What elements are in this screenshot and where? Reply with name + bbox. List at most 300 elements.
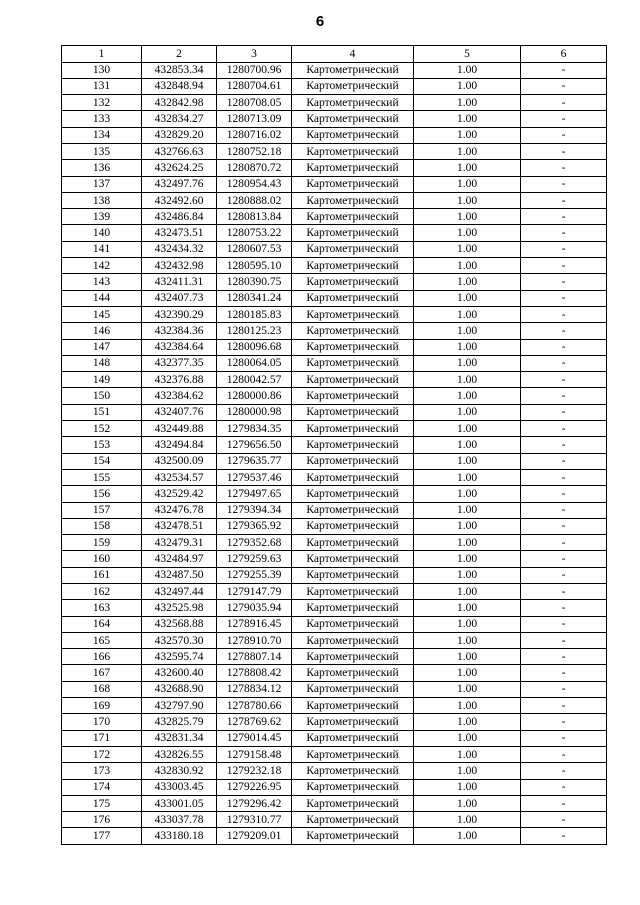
cell-accuracy: 1.00 xyxy=(414,746,521,762)
table-row xyxy=(62,339,607,355)
cell-coordinate-x: 432570.30 xyxy=(142,632,217,648)
cell-coordinate-x: 432688.90 xyxy=(142,681,217,697)
cell-coordinate-x: 432624.25 xyxy=(142,160,217,176)
cell-accuracy: 1.00 xyxy=(414,632,521,648)
cell-coordinate-y: 1279537.46 xyxy=(217,469,292,485)
cell-accuracy: 1.00 xyxy=(414,421,521,437)
cell-note: - xyxy=(521,111,607,127)
table-row xyxy=(62,649,607,665)
cell-method: Картометрический xyxy=(292,469,414,485)
table-row xyxy=(62,469,607,485)
cell-note: - xyxy=(521,290,607,306)
table-row xyxy=(62,763,607,779)
cell-method: Картометрический xyxy=(292,698,414,714)
cell-point-number: 174 xyxy=(62,779,142,795)
cell-point-number: 134 xyxy=(62,127,142,143)
cell-note: - xyxy=(521,274,607,290)
table-row xyxy=(62,209,607,225)
cell-coordinate-y: 1280595.10 xyxy=(217,258,292,274)
table-body xyxy=(62,62,607,844)
cell-accuracy: 1.00 xyxy=(414,730,521,746)
cell-accuracy: 1.00 xyxy=(414,176,521,192)
cell-point-number: 150 xyxy=(62,388,142,404)
cell-point-number: 136 xyxy=(62,160,142,176)
cell-coordinate-y: 1280042.57 xyxy=(217,372,292,388)
cell-note: - xyxy=(521,665,607,681)
table-row xyxy=(62,176,607,192)
table-row xyxy=(62,535,607,551)
cell-method: Картометрический xyxy=(292,535,414,551)
cell-note: - xyxy=(521,632,607,648)
cell-method: Картометрический xyxy=(292,502,414,518)
cell-coordinate-y: 1279296.42 xyxy=(217,795,292,811)
cell-coordinate-x: 432494.84 xyxy=(142,437,217,453)
cell-accuracy: 1.00 xyxy=(414,339,521,355)
cell-coordinate-x: 432407.73 xyxy=(142,290,217,306)
cell-accuracy: 1.00 xyxy=(414,649,521,665)
cell-point-number: 132 xyxy=(62,95,142,111)
cell-coordinate-x: 432834.27 xyxy=(142,111,217,127)
cell-coordinate-y: 1280813.84 xyxy=(217,209,292,225)
cell-coordinate-y: 1279365.92 xyxy=(217,518,292,534)
cell-coordinate-y: 1279656.50 xyxy=(217,437,292,453)
cell-point-number: 133 xyxy=(62,111,142,127)
cell-coordinate-y: 1280000.98 xyxy=(217,404,292,420)
cell-point-number: 153 xyxy=(62,437,142,453)
cell-point-number: 172 xyxy=(62,746,142,762)
cell-coordinate-x: 432476.78 xyxy=(142,502,217,518)
cell-point-number: 137 xyxy=(62,176,142,192)
cell-accuracy: 1.00 xyxy=(414,812,521,828)
cell-method: Картометрический xyxy=(292,746,414,762)
cell-note: - xyxy=(521,388,607,404)
cell-note: - xyxy=(521,372,607,388)
cell-note: - xyxy=(521,78,607,94)
cell-coordinate-y: 1278807.14 xyxy=(217,649,292,665)
cell-note: - xyxy=(521,95,607,111)
cell-point-number: 168 xyxy=(62,681,142,697)
cell-method: Картометрический xyxy=(292,355,414,371)
cell-method: Картометрический xyxy=(292,306,414,322)
cell-note: - xyxy=(521,143,607,159)
cell-method: Картометрический xyxy=(292,649,414,665)
cell-accuracy: 1.00 xyxy=(414,779,521,795)
cell-point-number: 159 xyxy=(62,535,142,551)
page-number: 6 xyxy=(315,13,325,30)
cell-note: - xyxy=(521,209,607,225)
cell-coordinate-x: 432376.88 xyxy=(142,372,217,388)
cell-coordinate-x: 432853.34 xyxy=(142,62,217,78)
cell-note: - xyxy=(521,714,607,730)
cell-coordinate-y: 1279497.65 xyxy=(217,486,292,502)
cell-coordinate-y: 1280700.96 xyxy=(217,62,292,78)
table-row xyxy=(62,225,607,241)
cell-point-number: 161 xyxy=(62,567,142,583)
cell-method: Картометрический xyxy=(292,795,414,811)
cell-method: Картометрический xyxy=(292,111,414,127)
cell-method: Картометрический xyxy=(292,339,414,355)
cell-coordinate-y: 1279147.79 xyxy=(217,584,292,600)
cell-coordinate-x: 432826.55 xyxy=(142,746,217,762)
cell-point-number: 176 xyxy=(62,812,142,828)
column-header-3: 3 xyxy=(217,46,292,63)
table-row xyxy=(62,665,607,681)
column-header-6: 6 xyxy=(521,46,607,63)
cell-accuracy: 1.00 xyxy=(414,535,521,551)
cell-method: Картометрический xyxy=(292,372,414,388)
table-header xyxy=(62,46,607,63)
cell-coordinate-y: 1279259.63 xyxy=(217,551,292,567)
table-row xyxy=(62,714,607,730)
table-row xyxy=(62,388,607,404)
cell-coordinate-y: 1279352.68 xyxy=(217,535,292,551)
cell-coordinate-y: 1278910.70 xyxy=(217,632,292,648)
table-row xyxy=(62,600,607,616)
table-row xyxy=(62,698,607,714)
coordinates-table xyxy=(61,45,607,845)
cell-coordinate-y: 1280064.05 xyxy=(217,355,292,371)
cell-accuracy: 1.00 xyxy=(414,551,521,567)
cell-note: - xyxy=(521,730,607,746)
cell-method: Картометрический xyxy=(292,176,414,192)
cell-note: - xyxy=(521,127,607,143)
table-row xyxy=(62,453,607,469)
cell-point-number: 140 xyxy=(62,225,142,241)
cell-coordinate-x: 432797.90 xyxy=(142,698,217,714)
header-row xyxy=(62,46,607,63)
cell-method: Картометрический xyxy=(292,241,414,257)
table-row xyxy=(62,258,607,274)
cell-note: - xyxy=(521,486,607,502)
table-row xyxy=(62,160,607,176)
cell-coordinate-x: 432825.79 xyxy=(142,714,217,730)
cell-point-number: 164 xyxy=(62,616,142,632)
cell-accuracy: 1.00 xyxy=(414,241,521,257)
cell-method: Картометрический xyxy=(292,828,414,844)
table-row xyxy=(62,62,607,78)
cell-method: Картометрический xyxy=(292,518,414,534)
cell-point-number: 171 xyxy=(62,730,142,746)
cell-point-number: 130 xyxy=(62,62,142,78)
cell-point-number: 158 xyxy=(62,518,142,534)
cell-accuracy: 1.00 xyxy=(414,372,521,388)
cell-coordinate-x: 432449.88 xyxy=(142,421,217,437)
cell-note: - xyxy=(521,241,607,257)
cell-note: - xyxy=(521,355,607,371)
table-row xyxy=(62,95,607,111)
cell-coordinate-y: 1280716.02 xyxy=(217,127,292,143)
cell-note: - xyxy=(521,502,607,518)
cell-accuracy: 1.00 xyxy=(414,274,521,290)
cell-coordinate-x: 432478.51 xyxy=(142,518,217,534)
cell-note: - xyxy=(521,795,607,811)
table-row xyxy=(62,323,607,339)
cell-method: Картометрический xyxy=(292,632,414,648)
cell-method: Картометрический xyxy=(292,209,414,225)
cell-coordinate-y: 1279635.77 xyxy=(217,453,292,469)
cell-method: Картометрический xyxy=(292,62,414,78)
table-row xyxy=(62,730,607,746)
cell-coordinate-x: 433180.18 xyxy=(142,828,217,844)
cell-point-number: 139 xyxy=(62,209,142,225)
cell-method: Картометрический xyxy=(292,812,414,828)
table-row xyxy=(62,192,607,208)
cell-note: - xyxy=(521,62,607,78)
table-row xyxy=(62,421,607,437)
table-row xyxy=(62,241,607,257)
cell-note: - xyxy=(521,616,607,632)
cell-point-number: 142 xyxy=(62,258,142,274)
cell-coordinate-x: 432479.31 xyxy=(142,535,217,551)
cell-coordinate-y: 1278769.62 xyxy=(217,714,292,730)
cell-point-number: 143 xyxy=(62,274,142,290)
table-row xyxy=(62,616,607,632)
cell-coordinate-y: 1280954.43 xyxy=(217,176,292,192)
cell-point-number: 144 xyxy=(62,290,142,306)
cell-point-number: 152 xyxy=(62,421,142,437)
cell-note: - xyxy=(521,176,607,192)
cell-accuracy: 1.00 xyxy=(414,763,521,779)
table-row xyxy=(62,779,607,795)
cell-coordinate-x: 432766.63 xyxy=(142,143,217,159)
cell-accuracy: 1.00 xyxy=(414,192,521,208)
cell-coordinate-x: 432411.31 xyxy=(142,274,217,290)
cell-method: Картометрический xyxy=(292,779,414,795)
cell-accuracy: 1.00 xyxy=(414,160,521,176)
table-row xyxy=(62,551,607,567)
cell-accuracy: 1.00 xyxy=(414,404,521,420)
cell-point-number: 146 xyxy=(62,323,142,339)
cell-point-number: 162 xyxy=(62,584,142,600)
cell-note: - xyxy=(521,535,607,551)
cell-coordinate-x: 432484.97 xyxy=(142,551,217,567)
cell-point-number: 156 xyxy=(62,486,142,502)
cell-method: Картометрический xyxy=(292,763,414,779)
cell-accuracy: 1.00 xyxy=(414,469,521,485)
cell-note: - xyxy=(521,649,607,665)
cell-accuracy: 1.00 xyxy=(414,258,521,274)
cell-coordinate-y: 1278808.42 xyxy=(217,665,292,681)
table-row xyxy=(62,306,607,322)
cell-note: - xyxy=(521,746,607,762)
cell-coordinate-y: 1280888.02 xyxy=(217,192,292,208)
cell-coordinate-x: 432842.98 xyxy=(142,95,217,111)
cell-note: - xyxy=(521,518,607,534)
table-row xyxy=(62,78,607,94)
cell-accuracy: 1.00 xyxy=(414,681,521,697)
cell-coordinate-x: 432525.98 xyxy=(142,600,217,616)
cell-method: Картометрический xyxy=(292,143,414,159)
cell-coordinate-y: 1280125.23 xyxy=(217,323,292,339)
cell-note: - xyxy=(521,306,607,322)
cell-method: Картометрический xyxy=(292,600,414,616)
cell-point-number: 131 xyxy=(62,78,142,94)
cell-coordinate-x: 432486.84 xyxy=(142,209,217,225)
cell-accuracy: 1.00 xyxy=(414,127,521,143)
cell-coordinate-x: 432434.32 xyxy=(142,241,217,257)
table-row xyxy=(62,828,607,844)
cell-coordinate-x: 433003.45 xyxy=(142,779,217,795)
cell-accuracy: 1.00 xyxy=(414,78,521,94)
table-row xyxy=(62,795,607,811)
cell-coordinate-y: 1279014.45 xyxy=(217,730,292,746)
cell-accuracy: 1.00 xyxy=(414,290,521,306)
cell-point-number: 151 xyxy=(62,404,142,420)
cell-coordinate-x: 432595.74 xyxy=(142,649,217,665)
cell-note: - xyxy=(521,258,607,274)
cell-point-number: 169 xyxy=(62,698,142,714)
cell-note: - xyxy=(521,763,607,779)
cell-coordinate-y: 1280096.68 xyxy=(217,339,292,355)
cell-coordinate-y: 1279232.18 xyxy=(217,763,292,779)
cell-method: Картометрический xyxy=(292,730,414,746)
cell-note: - xyxy=(521,192,607,208)
cell-method: Картометрический xyxy=(292,714,414,730)
cell-point-number: 175 xyxy=(62,795,142,811)
cell-method: Картометрический xyxy=(292,258,414,274)
cell-coordinate-x: 432568.88 xyxy=(142,616,217,632)
table-row xyxy=(62,486,607,502)
cell-accuracy: 1.00 xyxy=(414,616,521,632)
cell-note: - xyxy=(521,681,607,697)
cell-accuracy: 1.00 xyxy=(414,714,521,730)
cell-coordinate-x: 432831.34 xyxy=(142,730,217,746)
cell-point-number: 135 xyxy=(62,143,142,159)
cell-coordinate-y: 1280708.05 xyxy=(217,95,292,111)
cell-coordinate-y: 1279834.35 xyxy=(217,421,292,437)
cell-point-number: 166 xyxy=(62,649,142,665)
table-row xyxy=(62,518,607,534)
column-header-1: 1 xyxy=(62,46,142,63)
cell-note: - xyxy=(521,551,607,567)
cell-accuracy: 1.00 xyxy=(414,95,521,111)
cell-coordinate-y: 1278834.12 xyxy=(217,681,292,697)
cell-coordinate-y: 1280704.61 xyxy=(217,78,292,94)
cell-coordinate-x: 432377.35 xyxy=(142,355,217,371)
cell-method: Картометрический xyxy=(292,437,414,453)
table-row xyxy=(62,584,607,600)
cell-method: Картометрический xyxy=(292,274,414,290)
cell-coordinate-y: 1280713.09 xyxy=(217,111,292,127)
cell-coordinate-y: 1279226.95 xyxy=(217,779,292,795)
cell-coordinate-x: 432497.44 xyxy=(142,584,217,600)
cell-coordinate-y: 1279394.34 xyxy=(217,502,292,518)
cell-coordinate-y: 1279035.94 xyxy=(217,600,292,616)
cell-point-number: 141 xyxy=(62,241,142,257)
cell-coordinate-y: 1280870.72 xyxy=(217,160,292,176)
cell-accuracy: 1.00 xyxy=(414,600,521,616)
table-row xyxy=(62,812,607,828)
cell-note: - xyxy=(521,812,607,828)
cell-coordinate-y: 1280000.86 xyxy=(217,388,292,404)
cell-coordinate-x: 432830.92 xyxy=(142,763,217,779)
cell-note: - xyxy=(521,421,607,437)
cell-coordinate-x: 432390.29 xyxy=(142,306,217,322)
cell-coordinate-y: 1280390.75 xyxy=(217,274,292,290)
table-row xyxy=(62,111,607,127)
cell-accuracy: 1.00 xyxy=(414,355,521,371)
cell-coordinate-x: 432492.60 xyxy=(142,192,217,208)
cell-coordinate-x: 432500.09 xyxy=(142,453,217,469)
cell-note: - xyxy=(521,567,607,583)
cell-note: - xyxy=(521,160,607,176)
cell-method: Картометрический xyxy=(292,388,414,404)
cell-method: Картометрический xyxy=(292,681,414,697)
table-row xyxy=(62,355,607,371)
cell-method: Картометрический xyxy=(292,421,414,437)
cell-point-number: 155 xyxy=(62,469,142,485)
cell-coordinate-x: 432432.98 xyxy=(142,258,217,274)
cell-coordinate-y: 1280753.22 xyxy=(217,225,292,241)
cell-accuracy: 1.00 xyxy=(414,111,521,127)
table-row xyxy=(62,632,607,648)
cell-coordinate-x: 432829.20 xyxy=(142,127,217,143)
cell-coordinate-x: 433037.78 xyxy=(142,812,217,828)
cell-point-number: 157 xyxy=(62,502,142,518)
cell-note: - xyxy=(521,779,607,795)
cell-coordinate-x: 432407.76 xyxy=(142,404,217,420)
cell-accuracy: 1.00 xyxy=(414,143,521,159)
cell-note: - xyxy=(521,437,607,453)
cell-coordinate-x: 432384.62 xyxy=(142,388,217,404)
cell-note: - xyxy=(521,698,607,714)
cell-note: - xyxy=(521,828,607,844)
cell-coordinate-x: 432848.94 xyxy=(142,78,217,94)
cell-accuracy: 1.00 xyxy=(414,323,521,339)
cell-coordinate-x: 432384.64 xyxy=(142,339,217,355)
cell-coordinate-y: 1279158.48 xyxy=(217,746,292,762)
cell-point-number: 148 xyxy=(62,355,142,371)
cell-coordinate-x: 433001.05 xyxy=(142,795,217,811)
cell-point-number: 154 xyxy=(62,453,142,469)
cell-method: Картометрический xyxy=(292,78,414,94)
table-row xyxy=(62,290,607,306)
cell-coordinate-y: 1280185.83 xyxy=(217,306,292,322)
cell-method: Картометрический xyxy=(292,486,414,502)
cell-method: Картометрический xyxy=(292,225,414,241)
cell-point-number: 167 xyxy=(62,665,142,681)
cell-method: Картометрический xyxy=(292,127,414,143)
cell-point-number: 149 xyxy=(62,372,142,388)
cell-point-number: 147 xyxy=(62,339,142,355)
table-row xyxy=(62,372,607,388)
column-header-4: 4 xyxy=(292,46,414,63)
cell-method: Картометрический xyxy=(292,404,414,420)
cell-method: Картометрический xyxy=(292,453,414,469)
cell-coordinate-x: 432473.51 xyxy=(142,225,217,241)
cell-point-number: 138 xyxy=(62,192,142,208)
cell-accuracy: 1.00 xyxy=(414,437,521,453)
table-row xyxy=(62,143,607,159)
cell-coordinate-x: 432534.57 xyxy=(142,469,217,485)
table-row xyxy=(62,567,607,583)
cell-point-number: 160 xyxy=(62,551,142,567)
cell-accuracy: 1.00 xyxy=(414,486,521,502)
column-header-5: 5 xyxy=(414,46,521,63)
cell-accuracy: 1.00 xyxy=(414,584,521,600)
cell-coordinate-x: 432497.76 xyxy=(142,176,217,192)
cell-accuracy: 1.00 xyxy=(414,388,521,404)
cell-note: - xyxy=(521,225,607,241)
cell-method: Картометрический xyxy=(292,584,414,600)
cell-coordinate-x: 432600.40 xyxy=(142,665,217,681)
cell-accuracy: 1.00 xyxy=(414,225,521,241)
table-row xyxy=(62,681,607,697)
cell-coordinate-x: 432487.50 xyxy=(142,567,217,583)
cell-accuracy: 1.00 xyxy=(414,567,521,583)
cell-accuracy: 1.00 xyxy=(414,62,521,78)
cell-note: - xyxy=(521,584,607,600)
